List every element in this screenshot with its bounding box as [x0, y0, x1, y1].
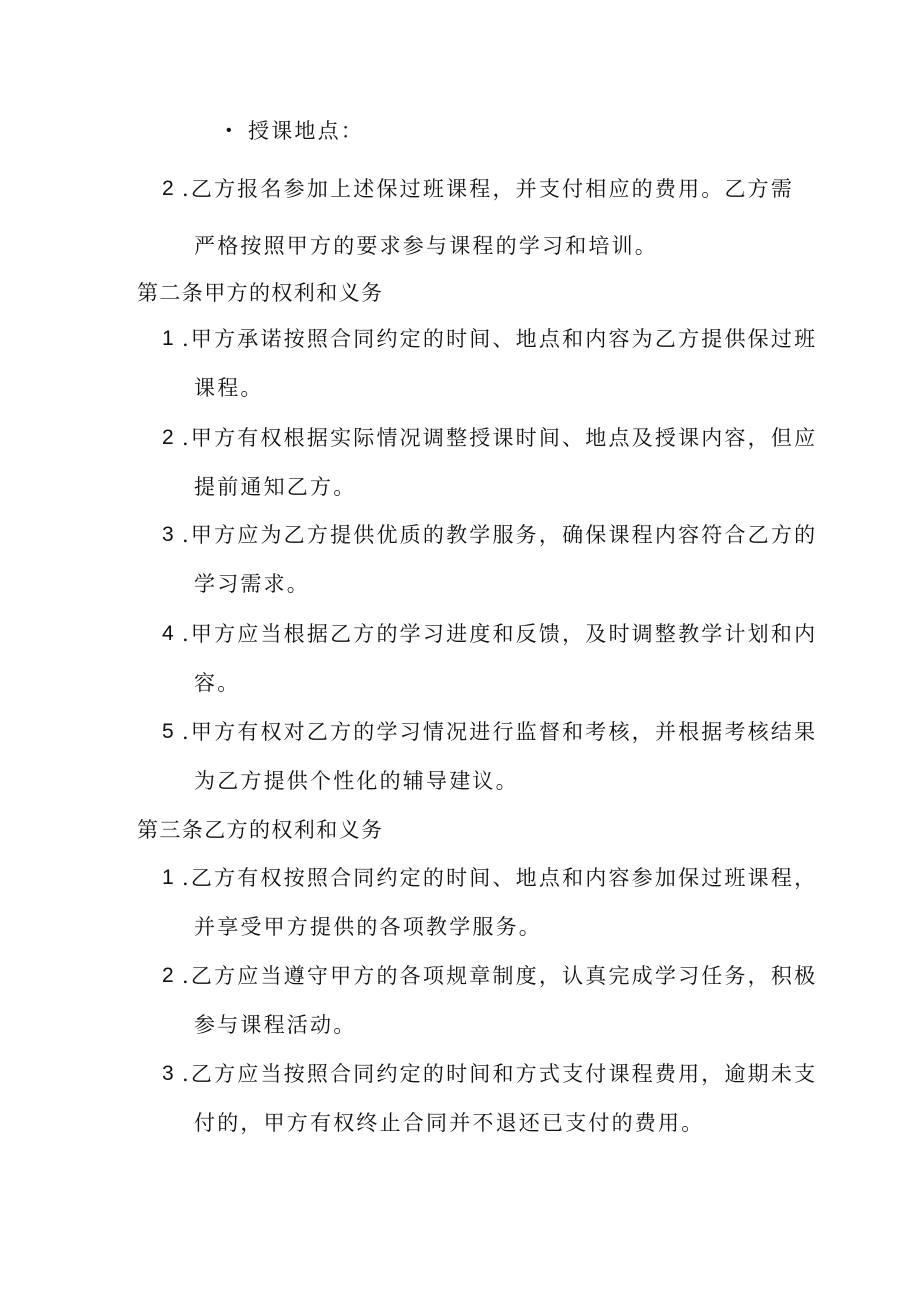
- item-text-line2: 容。: [194, 671, 241, 695]
- item-number: 1: [162, 327, 174, 350]
- item-text-line2: 学习需求。: [194, 572, 310, 596]
- item-number: 5: [162, 720, 174, 743]
- item-text-line1: .乙方报名参加上述保过班课程，并支付相应的费用。乙方需: [182, 177, 795, 201]
- item-text-line2: 严格按照甲方的要求参与课程的学习和培训。: [194, 234, 658, 258]
- bullet-dot: •: [226, 122, 232, 139]
- item-text-line2: 付的，甲方有权终止合同并不退还已支付的费用。: [194, 1111, 705, 1135]
- item-text-line1: .甲方有权对乙方的学习情况进行监督和考核，并根据考核结果: [182, 720, 818, 744]
- item-number: 2: [162, 177, 174, 200]
- item-text-line1: .甲方承诺按照合同约定的时间、地点和内容为乙方提供保过班: [182, 327, 818, 351]
- item-text-line2: 参与课程活动。: [194, 1013, 357, 1037]
- item-number: 3: [162, 523, 174, 546]
- item-number: 1: [162, 866, 174, 889]
- section-heading: 第二条甲方的权利和义务: [137, 281, 384, 305]
- item-text-line2: 课程。: [194, 376, 264, 400]
- item-number: 4: [162, 622, 174, 645]
- section-heading: 第三条乙方的权利和义务: [137, 818, 384, 842]
- item-text-line2: 提前通知乙方。: [194, 475, 357, 499]
- bullet-text: 授课地点：: [248, 119, 364, 143]
- item-text-line1: .乙方应当按照合同约定的时间和方式支付课程费用，逾期未支: [182, 1062, 818, 1086]
- item-text-line1: .甲方有权根据实际情况调整授课时间、地点及授课内容，但应: [182, 426, 818, 450]
- item-number: 2: [162, 426, 174, 449]
- item-text-line2: 并享受甲方提供的各项教学服务。: [194, 915, 542, 939]
- item-text-line2: 为乙方提供个性化的辅导建议。: [194, 769, 519, 793]
- item-text-line1: .甲方应当根据乙方的学习进度和反馈，及时调整教学计划和内: [182, 622, 818, 646]
- item-text-line1: .甲方应为乙方提供优质的教学服务，确保课程内容符合乙方的: [182, 523, 818, 547]
- item-number: 2: [162, 964, 174, 987]
- item-text-line1: .乙方有权按照合同约定的时间、地点和内容参加保过班课程，: [182, 866, 818, 890]
- item-number: 3: [162, 1062, 174, 1085]
- item-text-line1: .乙方应当遵守甲方的各项规章制度，认真完成学习任务，积极: [182, 964, 818, 988]
